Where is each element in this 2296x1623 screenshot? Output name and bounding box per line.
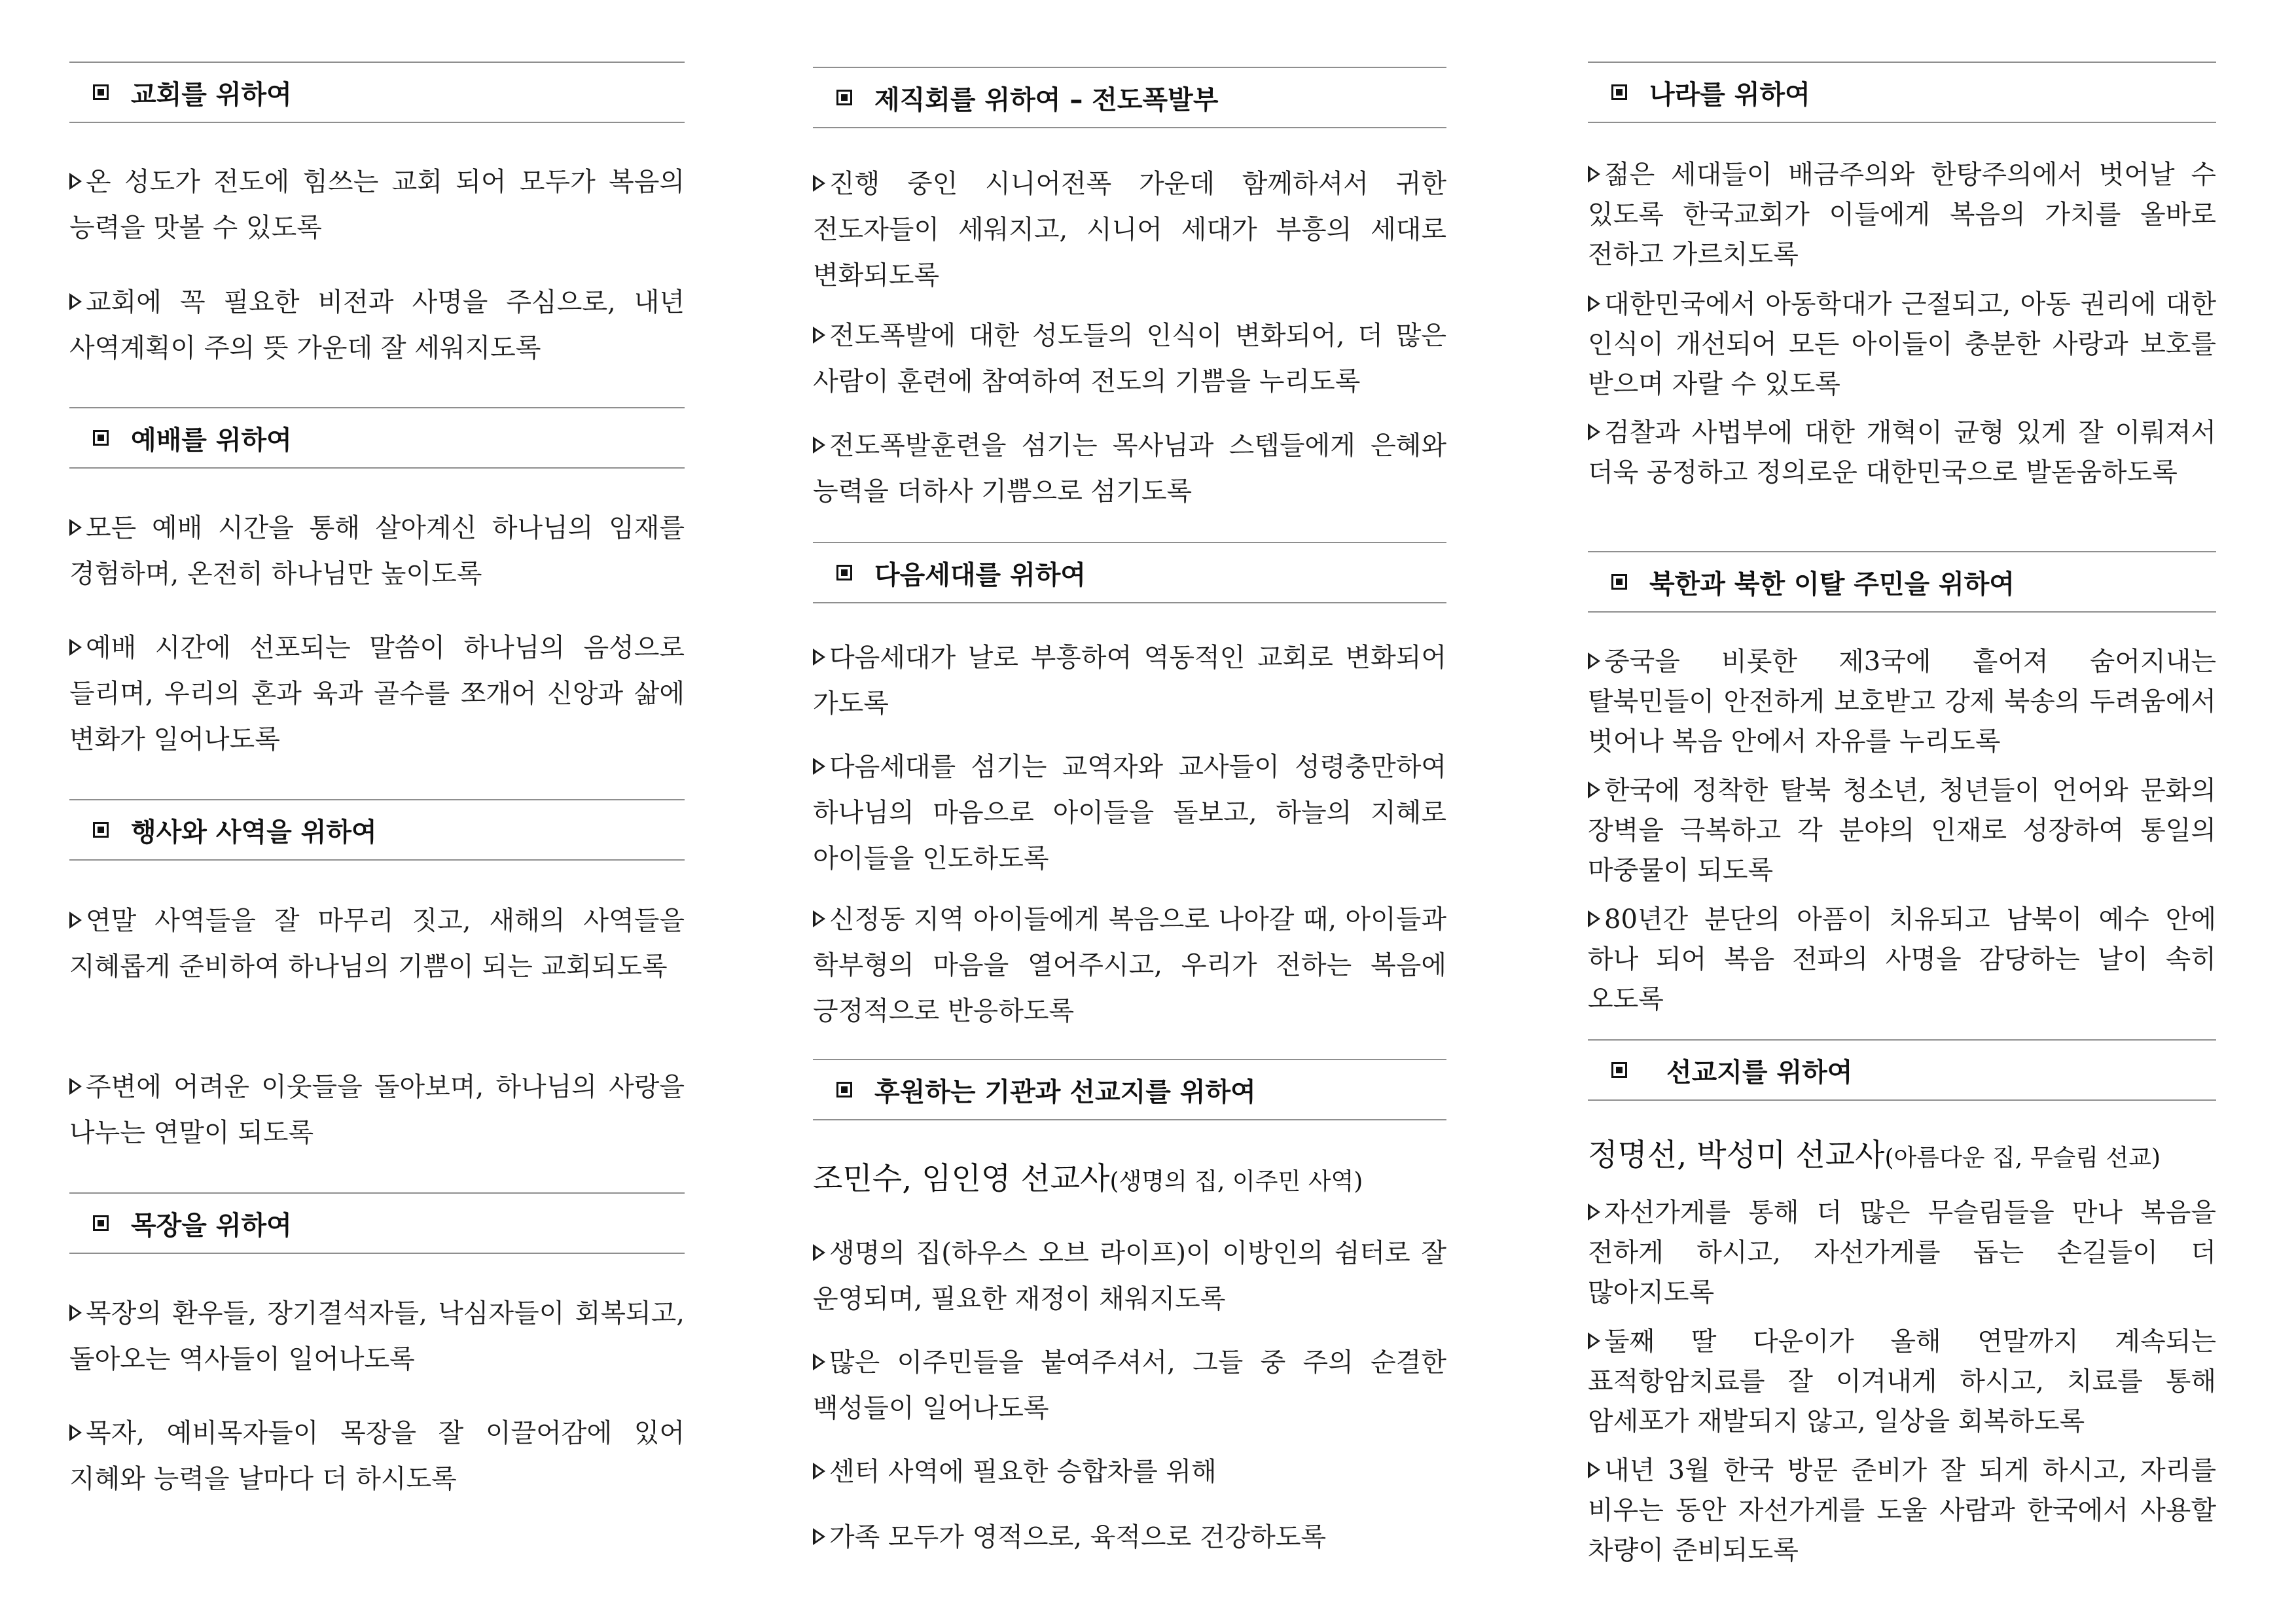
- missionary-detail: (생명의 집, 이주민 사역): [1109, 1168, 1363, 1195]
- triangle-bullet-icon: [69, 912, 82, 929]
- prayer-item: 다음세대를 섬기는 교역자와 교사들이 성령충만하여 하나님의 마음으로 아이들을 돌보고, 하늘의 지혜로 아이들을 인도하도록: [813, 752, 1446, 874]
- triangle-bullet-icon: [813, 910, 825, 927]
- square-bullet-icon: [1611, 574, 1627, 590]
- prayer-item: 전도폭발에 대한 성도들의 인식이 변화되어, 더 많은 사람이 훈련에 참여하여 전도의 기쁨을 누리도록: [813, 321, 1446, 397]
- section-header-north-korea: [1588, 551, 2216, 613]
- prayer-item: 검찰과 사법부에 대한 개혁이 균형 있게 잘 이뤄져서 더욱 공정하고 정의로운 대한민국으로 발돋움하도록: [1588, 418, 2216, 488]
- triangle-bullet-icon: [813, 649, 825, 666]
- prayer-item: 목장의 환우들, 장기결석자들, 낙심자들이 회복되고, 돌아오는 역사들이 일어나도록: [69, 1298, 685, 1374]
- triangle-bullet-icon: [813, 1528, 825, 1545]
- prayer-item: 주변에 어려운 이웃들을 돌아보며, 하나님의 사랑을 나누는 연말이 되도록: [69, 1072, 685, 1148]
- prayer-item: 많은 이주민들을 붙여주셔서, 그들 중 주의 순결한 백성들이 일어나도록: [813, 1347, 1446, 1423]
- prayer-item: 내년 3월 한국 방문 준비가 잘 되게 하시고, 자리를 비우는 동안 자선가게를 도울 사람과 한국에서 사용할 차량이 준비되도록: [1588, 1455, 2216, 1565]
- prayer-item: 대한민국에서 아동학대가 근절되고, 아동 권리에 대한 인식이 개선되어 모든 아이들이 충분한 사랑과 보호를 받으며 자랄 수 있도록: [1588, 289, 2216, 399]
- section-title: 나라를 위하여: [1649, 79, 1810, 110]
- prayer-item: 연말 사역들을 잘 마무리 짓고, 새해의 사역들을 지혜롭게 준비하여 하나님의 기쁨이 되는 교회되도록: [69, 906, 685, 982]
- prayer-item: 다음세대가 날로 부흥하여 역동적인 교회로 변화되어 가도록: [813, 643, 1446, 719]
- square-bullet-icon: [836, 90, 852, 105]
- triangle-bullet-icon: [1588, 295, 1600, 312]
- triangle-bullet-icon: [813, 327, 825, 344]
- prayer-item: 전도폭발훈련을 섬기는 목사님과 스텝들에게 은혜와 능력을 더하사 기쁨으로 섬기도록: [813, 431, 1446, 507]
- section-title: 북한과 북한 이탈 주민을 위하여: [1649, 569, 2015, 599]
- section-header-worship: [69, 407, 685, 469]
- triangle-bullet-icon: [1588, 910, 1600, 927]
- prayer-item: 목자, 예비목자들이 목장을 잘 이끌어감에 있어 지혜와 능력을 날마다 더 하시도록: [69, 1418, 685, 1494]
- prayer-item: 예배 시간에 선포되는 말씀이 하나님의 음성으로 들리며, 우리의 혼과 육과 골수를 쪼개어 신앙과 삶에 변화가 일어나도록: [69, 633, 685, 755]
- section-header-church: [69, 62, 685, 123]
- triangle-bullet-icon: [69, 1424, 82, 1441]
- triangle-bullet-icon: [813, 437, 825, 454]
- section-title: 다음세대를 위하여: [874, 560, 1086, 590]
- section-header-mission-field: [1588, 1039, 2216, 1101]
- prayer-item: 센터 사역에 필요한 승합차를 위해: [813, 1449, 1446, 1495]
- square-bullet-icon: [93, 430, 109, 446]
- section-header-nation: [1588, 62, 2216, 123]
- prayer-item: 신정동 지역 아이들에게 복음으로 나아갈 때, 아이들과 학부형의 마음을 열어주시고, 우리가 전하는 복음에 긍정적으로 반응하도록: [813, 904, 1446, 1026]
- triangle-bullet-icon: [813, 1463, 825, 1480]
- prayer-item: 한국에 정착한 탈북 청소년, 청년들이 언어와 문화의 장벽을 극복하고 각 분야의 인재로 성장하여 통일의 마중물이 되도록: [1588, 776, 2216, 885]
- triangle-bullet-icon: [69, 519, 82, 536]
- missionary-heading: [1588, 1136, 2216, 1178]
- square-bullet-icon: [1611, 84, 1627, 100]
- triangle-bullet-icon: [1588, 652, 1600, 669]
- triangle-bullet-icon: [69, 1304, 82, 1321]
- square-bullet-icon: [93, 84, 109, 100]
- section-header-next-generation: [813, 542, 1446, 603]
- prayer-item: 가족 모두가 영적으로, 육적으로 건강하도록: [813, 1514, 1446, 1560]
- missionary-heading: [813, 1160, 1446, 1202]
- triangle-bullet-icon: [1588, 1204, 1600, 1221]
- prayer-item: 교회에 꼭 필요한 비전과 사명을 주심으로, 내년 사역계획이 주의 뜻 가운데 잘 세워지도록: [69, 287, 685, 363]
- square-bullet-icon: [93, 822, 109, 838]
- missionary-detail: (아름다운 집, 무슬림 선교): [1884, 1145, 2161, 1171]
- section-title: 목장을 위하여: [131, 1210, 292, 1241]
- triangle-bullet-icon: [1588, 166, 1600, 183]
- triangle-bullet-icon: [1588, 781, 1600, 798]
- section-header-deacons: [813, 67, 1446, 128]
- section-title: 후원하는 기관과 선교지를 위하여: [874, 1077, 1256, 1107]
- section-title: 제직회를 위하여 – 전도폭발부: [874, 84, 1219, 115]
- section-title: 예배를 위하여: [131, 425, 292, 455]
- triangle-bullet-icon: [69, 173, 82, 190]
- triangle-bullet-icon: [813, 1353, 825, 1370]
- triangle-bullet-icon: [1588, 1332, 1600, 1349]
- prayer-item: 80년간 분단의 아픔이 치유되고 남북이 예수 안에 하나 되어 복음 전파의 사명을 감당하는 날이 속히 오도록: [1588, 904, 2216, 1014]
- triangle-bullet-icon: [813, 175, 825, 192]
- prayer-item: 진행 중인 시니어전폭 가운데 함께하셔서 귀한 전도자들이 세워지고, 시니어 세대가 부흥의 세대로 변화되도록: [813, 169, 1446, 291]
- triangle-bullet-icon: [1588, 1461, 1600, 1478]
- section-header-mokjang: [69, 1192, 685, 1254]
- prayer-item: 젊은 세대들이 배금주의와 한탕주의에서 벗어날 수 있도록 한국교회가 이들에게 복음의 가치를 올바로 전하고 가르치도록: [1588, 160, 2216, 270]
- missionary-name: 정명선, 박성미 선교사: [1588, 1137, 1885, 1173]
- prayer-item: 중국을 비롯한 제3국에 흩어져 숨어지내는 탈북민들이 안전하게 보호받고 강제 북송의 두려움에서 벗어나 복음 안에서 자유를 누리도록: [1588, 647, 2216, 757]
- triangle-bullet-icon: [69, 639, 82, 656]
- triangle-bullet-icon: [813, 1244, 825, 1261]
- section-header-supported-missions: [813, 1059, 1446, 1120]
- square-bullet-icon: [836, 1082, 852, 1097]
- section-title: 교회를 위하여: [131, 79, 292, 110]
- prayer-item: 자선가게를 통해 더 많은 무슬림들을 만나 복음을 전하게 하시고, 자선가게를 돕는 손길들이 더 많아지도록: [1588, 1198, 2216, 1308]
- square-bullet-icon: [836, 565, 852, 580]
- prayer-item: 생명의 집(하우스 오브 라이프)이 이방인의 쉼터로 잘 운영되며, 필요한 재정이 채워지도록: [813, 1238, 1446, 1314]
- triangle-bullet-icon: [69, 1078, 82, 1095]
- section-title: 행사와 사역을 위하여: [131, 817, 377, 847]
- missionary-name: 조민수, 임인영 선교사: [813, 1161, 1110, 1197]
- triangle-bullet-icon: [1588, 423, 1600, 440]
- prayer-item: 둘째 딸 다운이가 올해 연말까지 계속되는 표적항암치료를 잘 이겨내게 하시고, 치료를 통해 암세포가 재발되지 않고, 일상을 회복하도록: [1588, 1327, 2216, 1436]
- square-bullet-icon: [1611, 1062, 1627, 1078]
- square-bullet-icon: [93, 1215, 109, 1231]
- section-header-events: [69, 799, 685, 861]
- section-title: 선교지를 위하여: [1666, 1057, 1853, 1088]
- prayer-item: 모든 예배 시간을 통해 살아계신 하나님의 임재를 경험하며, 온전히 하나님만 높이도록: [69, 513, 685, 589]
- triangle-bullet-icon: [69, 293, 82, 310]
- prayer-item: 온 성도가 전도에 힘쓰는 교회 되어 모두가 복음의 능력을 맛볼 수 있도록: [69, 167, 685, 243]
- triangle-bullet-icon: [813, 758, 825, 775]
